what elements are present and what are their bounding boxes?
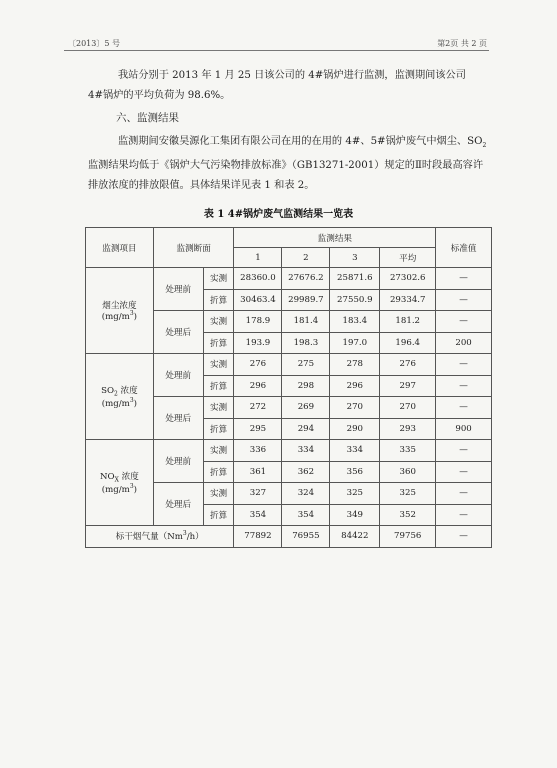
row-type: 折算 (203, 504, 234, 526)
header-item: 监测项目 (86, 228, 154, 268)
cell-value: 178.9 (234, 311, 282, 333)
cell-standard: — (436, 504, 492, 526)
cell-value: 30463.4 (234, 289, 282, 311)
cell-value: 296 (330, 375, 380, 397)
cell-value: 76955 (282, 526, 330, 548)
row-type: 实测 (203, 397, 234, 419)
results-table (85, 227, 492, 548)
intro-line-2: 4#锅炉的平均负荷为 98.6%。 (88, 90, 231, 101)
cell-value: 354 (234, 504, 282, 526)
cell-average: 276 (380, 354, 436, 376)
dust-name: 烟尘浓度 (102, 300, 137, 311)
cell-standard: — (436, 354, 492, 376)
cell-average: 196.4 (380, 332, 436, 354)
dust-before-label: 处理前 (153, 268, 203, 311)
cell-value: 325 (330, 483, 380, 505)
nox-before-label: 处理前 (153, 440, 203, 483)
cell-value: 25871.6 (330, 268, 380, 290)
cell-value: 349 (330, 504, 380, 526)
row-type: 折算 (203, 289, 234, 311)
results-paragraph (88, 132, 492, 196)
cell-average: 27302.6 (380, 268, 436, 290)
cell-average: 352 (380, 504, 436, 526)
so2-after-label: 处理后 (153, 397, 203, 440)
intro-line-1: 我站分别于 2013 年 1 月 25 日该公司的 4#锅炉进行监测，监测期间该公司 (118, 70, 466, 81)
cell-standard: 900 (436, 418, 492, 440)
so2-prefix: SO (467, 136, 483, 147)
row-type: 折算 (203, 332, 234, 354)
cell-value: 275 (282, 354, 330, 376)
header-results: 监测结果 (234, 228, 436, 248)
group-nox-label (86, 440, 154, 526)
cell-value: 290 (330, 418, 380, 440)
row-type: 折算 (203, 461, 234, 483)
cell-standard: — (436, 397, 492, 419)
table-row-flow (86, 526, 492, 548)
dust-unit: $(mg/m^3)$ (101, 310, 138, 323)
nox-after-label: 处理后 (153, 483, 203, 526)
header-col-1: 1 (234, 248, 282, 268)
header-section: 监测断面 (153, 228, 234, 268)
cell-standard: — (436, 375, 492, 397)
cell-value: 327 (234, 483, 282, 505)
cell-average: 297 (380, 375, 436, 397)
cell-value: 272 (234, 397, 282, 419)
header-standard: 标准值 (436, 228, 492, 268)
so2-before-label: 处理前 (153, 354, 203, 397)
cell-average: 293 (380, 418, 436, 440)
cell-standard: — (436, 483, 492, 505)
row-type: 实测 (203, 483, 234, 505)
cell-value: 28360.0 (234, 268, 282, 290)
intro-paragraph (88, 66, 490, 106)
row-type: 折算 (203, 375, 234, 397)
cell-standard: — (436, 526, 492, 548)
document-number: 〔2013〕5 号 (68, 39, 120, 48)
cell-value: 278 (330, 354, 380, 376)
cell-value: 354 (282, 504, 330, 526)
table-row (86, 268, 492, 290)
cell-value: 181.4 (282, 311, 330, 333)
cell-value: 84422 (330, 526, 380, 548)
row-type: 实测 (203, 268, 234, 290)
cell-standard: — (436, 440, 492, 462)
table-caption: 表 1 4#锅炉废气监测结果一览表 (203, 209, 354, 220)
nox-unit: $(mg/m^3)$ (101, 483, 138, 496)
cell-value: 270 (330, 397, 380, 419)
cell-value: 27550.9 (330, 289, 380, 311)
so2-unit: $(mg/m^3)$ (101, 397, 138, 410)
cell-value: 336 (234, 440, 282, 462)
cell-value: 334 (282, 440, 330, 462)
cell-value: 193.9 (234, 332, 282, 354)
row-type: 实测 (203, 440, 234, 462)
cell-standard: — (436, 311, 492, 333)
cell-value: 183.4 (330, 311, 380, 333)
page-indicator: 第2页 共 2 页 (437, 39, 487, 48)
cell-average: 29334.7 (380, 289, 436, 311)
cell-standard: 200 (436, 332, 492, 354)
header-col-avg: 平均 (380, 248, 436, 268)
cell-value: 362 (282, 461, 330, 483)
cell-average: 181.2 (380, 311, 436, 333)
table-header-row-1 (86, 228, 492, 248)
cell-value: 269 (282, 397, 330, 419)
cell-value: 276 (234, 354, 282, 376)
results-text-a: 监测期间安徽昊源化工集团有限公司在用的在用的 4#、5#锅炉废气中烟尘、 (118, 136, 468, 147)
flow-label: 标干烟气量（Nm$^3$/h） (86, 526, 234, 548)
cell-value: 29989.7 (282, 289, 330, 311)
group-so2-label (86, 354, 154, 440)
cell-average: 335 (380, 440, 436, 462)
header-col-3: 3 (330, 248, 380, 268)
cell-value: 27676.2 (282, 268, 330, 290)
cell-average: 325 (380, 483, 436, 505)
cell-value: 324 (282, 483, 330, 505)
group-dust-label (86, 268, 154, 354)
so2-name: $SO_2$ 浓度 (101, 385, 138, 398)
row-type: 折算 (203, 418, 234, 440)
table-row (86, 354, 492, 376)
cell-standard: — (436, 268, 492, 290)
results-text-b: 监测结果均低于《锅炉大气污染物排放标准》（GB13271-2001）规定的Ⅱ时段最高容许排放浓度的排放限值。具体结果详见表 1 和表 2。 (88, 160, 484, 192)
cell-standard: — (436, 289, 492, 311)
page-header (64, 36, 489, 51)
cell-average: 360 (380, 461, 436, 483)
header-col-2: 2 (282, 248, 330, 268)
cell-average: 79756 (380, 526, 436, 548)
cell-value: 296 (234, 375, 282, 397)
row-type: 实测 (203, 311, 234, 333)
nox-name: $NO_X$ 浓度 (100, 471, 139, 484)
cell-standard: — (436, 461, 492, 483)
table-row (86, 440, 492, 462)
cell-value: 356 (330, 461, 380, 483)
section-title: 六、监测结果 (116, 112, 179, 124)
cell-value: 361 (234, 461, 282, 483)
cell-value: 77892 (234, 526, 282, 548)
cell-value: 295 (234, 418, 282, 440)
so2-subscript: 2 (482, 142, 487, 150)
cell-value: 198.3 (282, 332, 330, 354)
cell-value: 334 (330, 440, 380, 462)
cell-value: 298 (282, 375, 330, 397)
cell-average: 270 (380, 397, 436, 419)
cell-value: 197.0 (330, 332, 380, 354)
dust-after-label: 处理后 (153, 311, 203, 354)
cell-value: 294 (282, 418, 330, 440)
row-type: 实测 (203, 354, 234, 376)
